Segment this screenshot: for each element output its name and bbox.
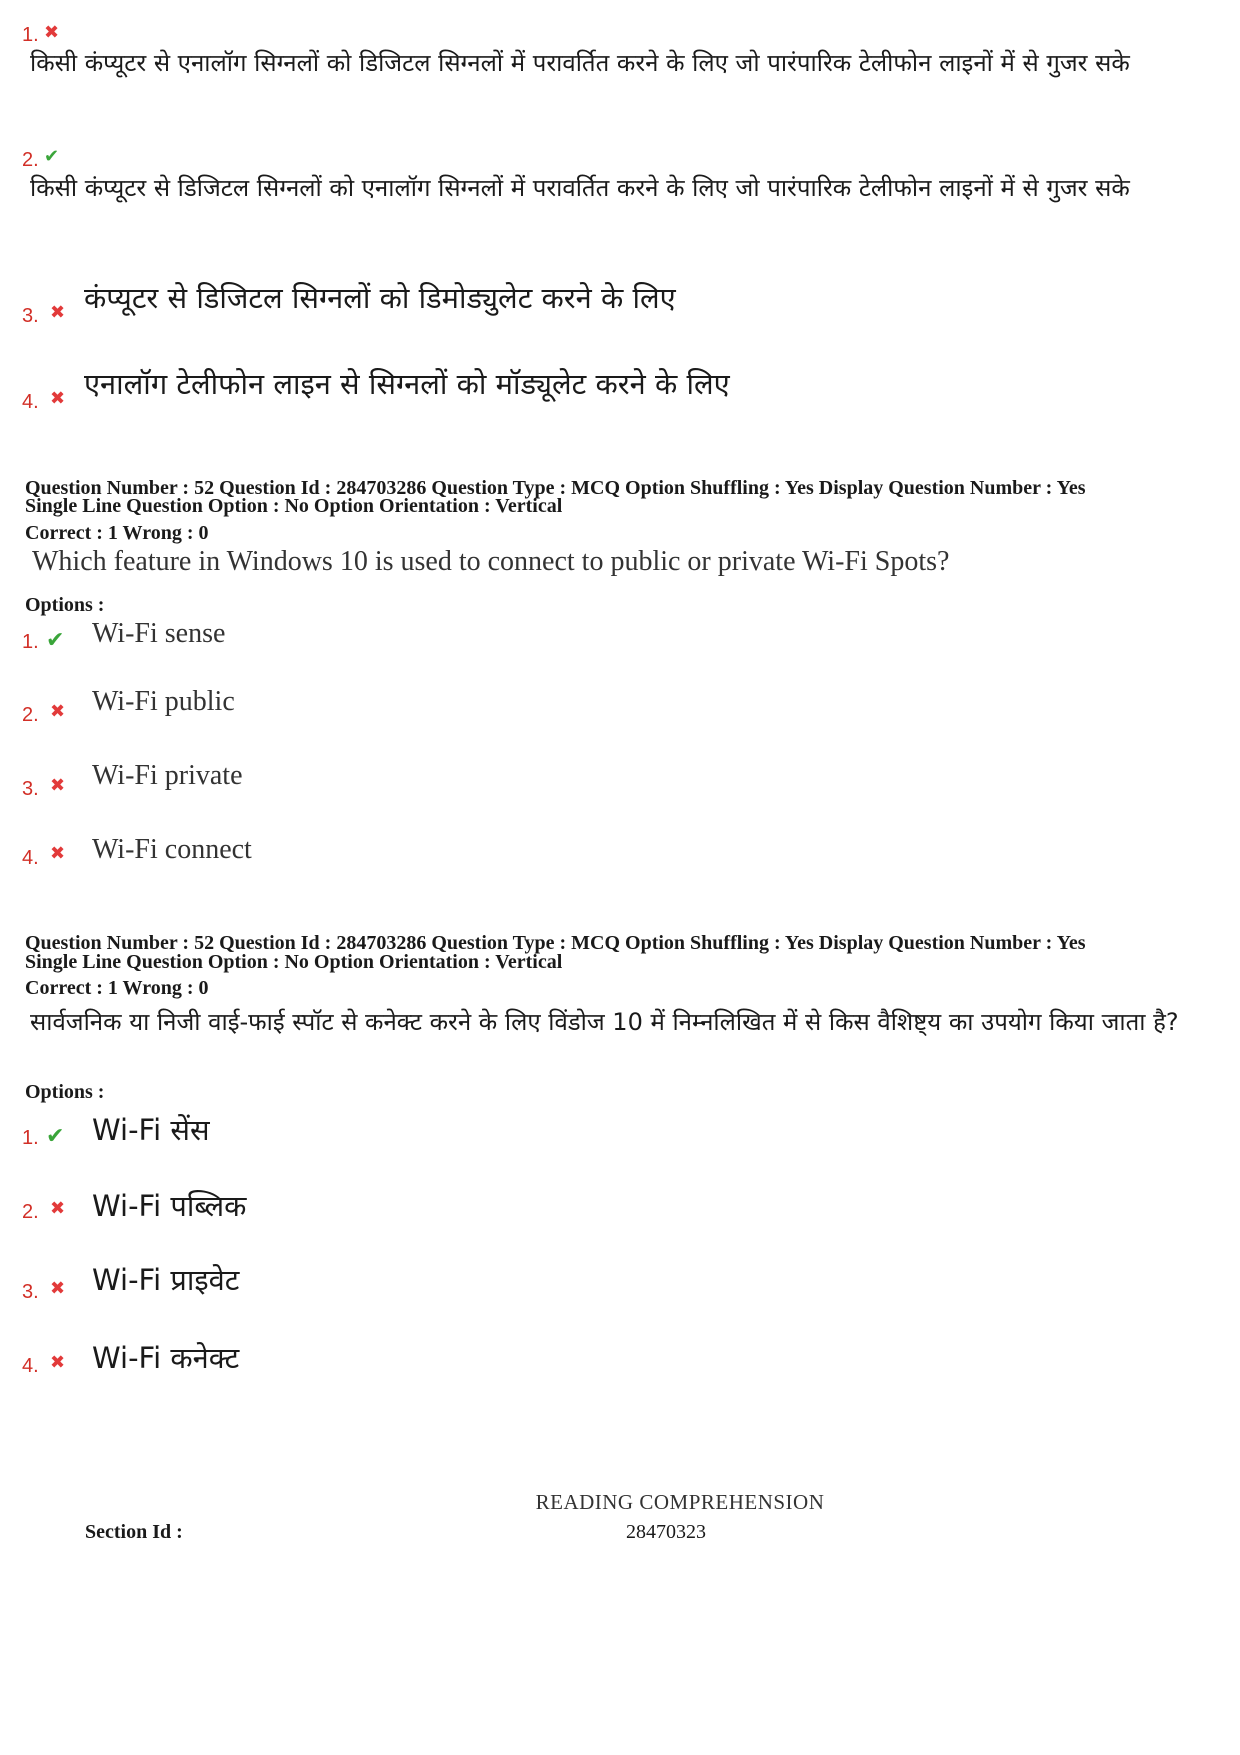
option-text: Wi-Fi public	[92, 686, 235, 717]
cross-mark-icon: ✖	[50, 701, 66, 722]
section-id-value: 28470323	[626, 1521, 706, 1543]
option-number: 4.	[22, 391, 39, 413]
check-mark-icon: ✔	[46, 628, 65, 653]
option-text: Wi-Fi कनेक्ट	[92, 1341, 240, 1375]
option-number: 4.	[22, 1355, 39, 1377]
cross-mark-icon: ✖	[50, 1278, 66, 1299]
question-text: Which feature in Windows 10 is used to connect to public or private Wi-Fi Spots?	[32, 546, 950, 577]
option-text: Wi-Fi connect	[92, 834, 252, 865]
option-text: Wi-Fi प्राइवेट	[92, 1263, 240, 1297]
option-number: 4.	[22, 847, 39, 869]
option-number: 3.	[22, 778, 39, 800]
cross-mark-icon: ✖	[50, 388, 66, 409]
option-text: कंप्यूटर से डिजिटल सिग्नलों को डिमोड्युलेट करने के लिए	[84, 281, 676, 315]
options-label: Options :	[25, 594, 105, 616]
option-text: Wi-Fi sense	[92, 618, 226, 649]
cross-mark-icon: ✖	[50, 843, 66, 864]
option-number: 2.	[22, 704, 39, 726]
score-line: Correct : 1 Wrong : 0	[25, 522, 209, 544]
question-meta-line: Question Number : 52 Question Id : 284703286 Question Type : MCQ Option Shuffling : Yes Display Question Number : Yes	[25, 932, 1086, 954]
cross-mark-icon: ✖	[50, 775, 66, 796]
cross-mark-icon: ✖	[50, 1352, 66, 1373]
section-id-label: Section Id :	[85, 1521, 183, 1543]
option-text: Wi-Fi private	[92, 760, 243, 791]
cross-mark-icon: ✖	[44, 22, 60, 43]
option-text: Wi-Fi पब्लिक	[92, 1189, 247, 1223]
question-meta-line: Single Line Question Option : No Option Orientation : Vertical	[25, 495, 563, 517]
option-number: 1.	[22, 1127, 39, 1149]
question-meta-line: Single Line Question Option : No Option Orientation : Vertical	[25, 951, 563, 973]
option-number: 3.	[22, 305, 39, 327]
option-number: 1.	[22, 24, 39, 46]
options-label: Options :	[25, 1081, 105, 1103]
cross-mark-icon: ✖	[50, 1198, 66, 1219]
cross-mark-icon: ✖	[50, 302, 66, 323]
option-number: 1.	[22, 631, 39, 653]
option-text: किसी कंप्यूटर से डिजिटल सिग्नलों को एनालॉग सिग्नलों में परावर्तित करने के लिए जो पारंपारिक टेलीफोन लाइनों में से गुजर सके	[30, 174, 1130, 202]
check-mark-icon: ✔	[44, 146, 60, 167]
question-text: सार्वजनिक या निजी वाई-फाई स्पॉट से कनेक्ट करने के लिए विंडोज 10 में निम्नलिखित में से किस वैशिष्ट्य का उपयोग किया जाता है?	[30, 1008, 1179, 1036]
option-text: एनालॉग टेलीफोन लाइन से सिग्नलों को मॉड्यूलेट करने के लिए	[84, 367, 730, 401]
option-number: 2.	[22, 149, 39, 171]
score-line: Correct : 1 Wrong : 0	[25, 977, 209, 999]
option-number: 3.	[22, 1281, 39, 1303]
option-text: Wi-Fi सेंस	[92, 1113, 210, 1147]
option-text: किसी कंप्यूटर से एनालॉग सिग्नलों को डिजिटल सिग्नलों में परावर्तित करने के लिए जो पारंपारिक टेलीफोन लाइनों में से गुजर सके	[30, 49, 1130, 77]
check-mark-icon: ✔	[46, 1124, 65, 1149]
option-number: 2.	[22, 1201, 39, 1223]
question-meta-line: Question Number : 52 Question Id : 284703286 Question Type : MCQ Option Shuffling : Yes Display Question Number : Yes	[25, 477, 1086, 499]
section-title: READING COMPREHENSION	[535, 1490, 825, 1514]
